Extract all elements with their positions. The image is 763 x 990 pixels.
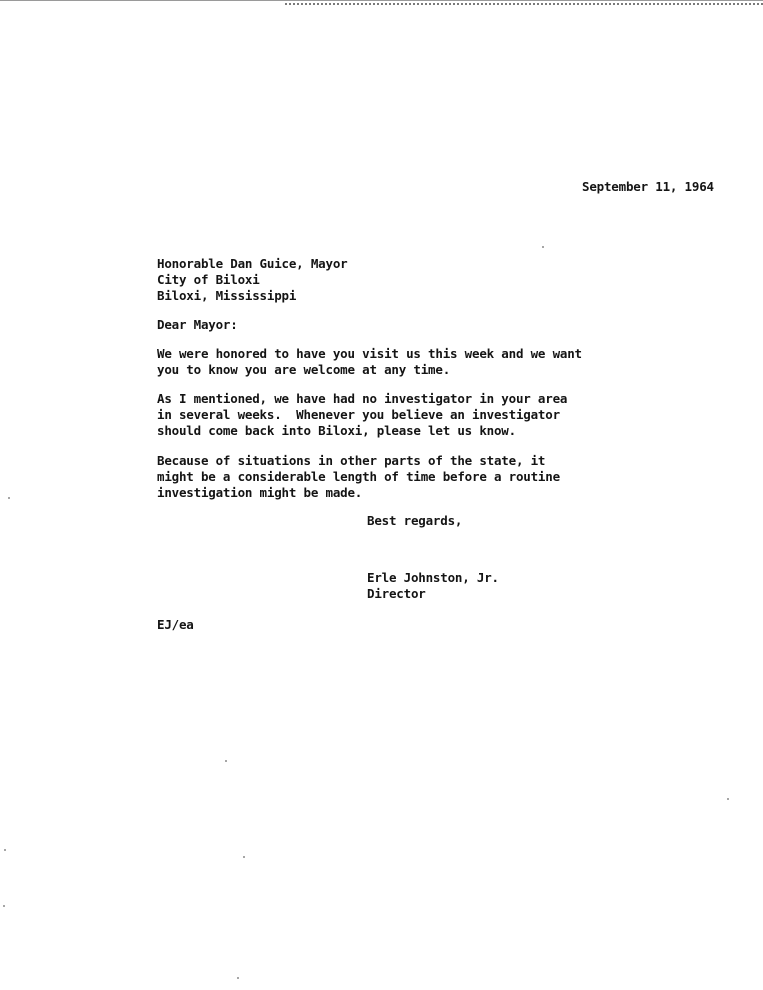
- recipient-line-2: City of Biloxi: [157, 272, 260, 287]
- recipient-line-3: Biloxi, Mississippi: [157, 288, 297, 303]
- paragraph-3-line-1: Because of situations in other parts of the state, it: [157, 453, 546, 468]
- paragraph-2-line-1: As I mentioned, we have had no investigator in your area: [157, 391, 568, 406]
- paragraph-2-line-3: should come back into Biloxi, please let us know.: [157, 423, 516, 438]
- signature-title: Director: [367, 586, 426, 601]
- scan-speck: [225, 760, 227, 762]
- closing: Best regards,: [367, 513, 463, 528]
- paragraph-1-line-2: you to know you are welcome at any time.: [157, 362, 451, 377]
- paragraph-3-line-2: might be a considerable length of time before a routine: [157, 469, 560, 484]
- signature-name: Erle Johnston, Jr.: [367, 570, 499, 585]
- top-edge-dotted-line: [285, 0, 763, 5]
- scan-speck: [8, 497, 10, 499]
- scan-speck: [3, 905, 5, 907]
- scan-speck: [727, 798, 729, 800]
- scan-speck: [243, 856, 245, 858]
- recipient-line-1: Honorable Dan Guice, Mayor: [157, 256, 348, 271]
- salutation: Dear Mayor:: [157, 317, 238, 332]
- letter-date: September 11, 1964: [582, 179, 714, 194]
- paragraph-3-line-3: investigation might be made.: [157, 485, 363, 500]
- scan-speck: [542, 246, 544, 248]
- paragraph-2-line-2: in several weeks. Whenever you believe an investigator: [157, 407, 560, 422]
- scan-speck: [4, 849, 6, 851]
- paragraph-1-line-1: We were honored to have you visit us this week and we want: [157, 346, 582, 361]
- scan-speck: [237, 977, 239, 979]
- reference-initials: EJ/ea: [157, 617, 194, 632]
